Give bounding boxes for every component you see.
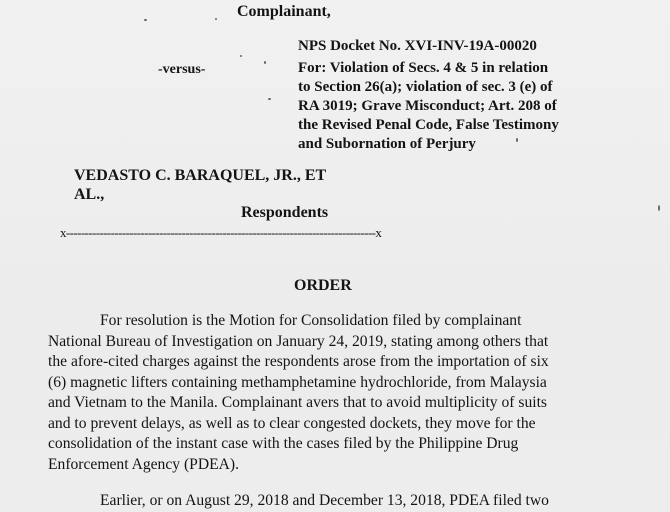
- order-paragraph-2: Earlier, or on August 29, 2018 and December 13, 2018, PDEA filed two: [100, 492, 549, 509]
- docket-charge-line: RA 3019; Grave Misconduct; Art. 208 of: [298, 98, 557, 114]
- paragraph-line: the afore-cited charges against the respondents arose from the importation of six: [48, 353, 549, 370]
- paragraph-line: Enforcement Agency (PDEA).: [48, 455, 239, 473]
- paragraph-line: and to prevent delays, as well as to clear congested dockets, they move for the: [48, 414, 536, 432]
- paragraph-line: consolidation of the instant case with the cases filed by the Philippine Drug: [48, 435, 519, 452]
- scan-speck: [658, 205, 660, 211]
- paragraph-line: and Vietnam to the Manila. Complainant avers that to avoid multiplicity of suits: [48, 394, 547, 411]
- order-paragraph-1: [48, 311, 584, 475]
- scan-speck: [144, 19, 147, 21]
- paragraph-line: National Bureau of Investigation on January 24, 2019, stating among others that: [48, 332, 549, 350]
- respondent-name: VEDASTO C. BARAQUEL, JR., ET: [74, 167, 327, 184]
- docket-number: NPS Docket No. XVI-INV-19A-00020: [298, 38, 537, 54]
- order-title: ORDER: [294, 277, 352, 294]
- complainant-label: Complainant,: [237, 3, 331, 20]
- versus-label: -versus-: [158, 62, 206, 77]
- docket-charge-line: and Subornation of Perjury: [298, 136, 476, 152]
- paragraph-line: For resolution is the Motion for Consolidation filed by complainant: [100, 312, 522, 329]
- docket-charge-line: to Section 26(a); violation of sec. 3 (e) of: [298, 79, 553, 95]
- docket-charge-line: For: Violation of Secs. 4 & 5 in relation: [298, 60, 549, 76]
- paragraph-line: (6) magnetic lifters containing methamphetamine hydrochloride, from Malaysia: [48, 373, 547, 391]
- respondents-label: Respondents: [241, 204, 329, 221]
- docket-charge-line: the Revised Penal Code, False Testimony: [298, 117, 559, 133]
- scan-speck: [268, 98, 271, 100]
- scan-speck: [264, 61, 266, 64]
- respondent-name-cont: AL.,: [74, 186, 105, 203]
- scan-speck: [516, 138, 518, 142]
- scan-speck: [240, 55, 242, 57]
- caption-divider: x-----------------------------------------------------------------------------------x: [60, 225, 382, 240]
- scan-speck: [215, 18, 217, 20]
